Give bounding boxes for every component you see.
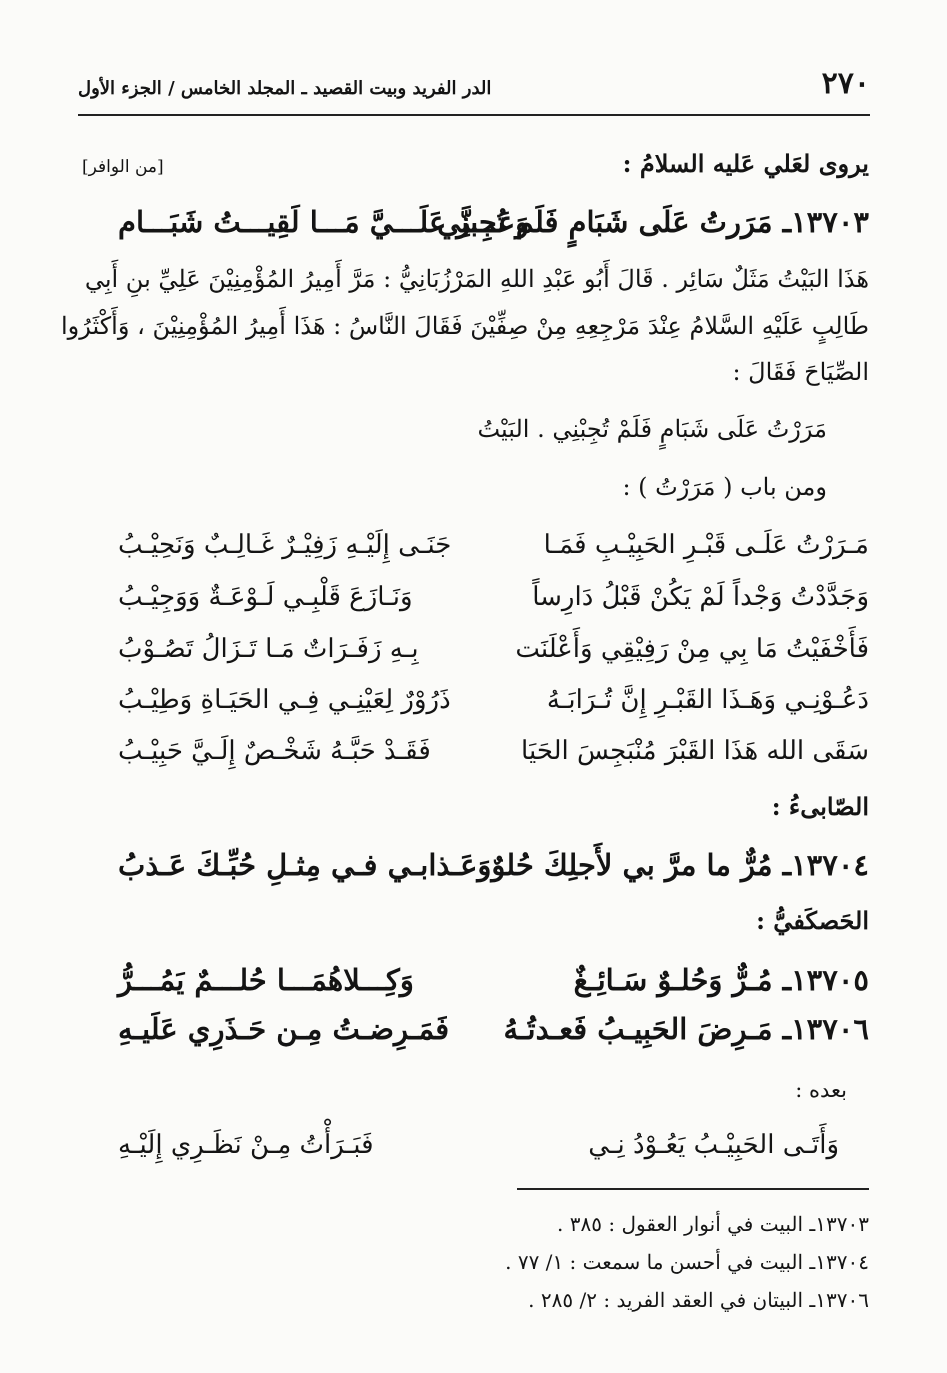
verse-hemistich-first: ١٣٧٠٣ـ مَرَرتُ عَلَى شَبَامٍ فَلَم تُجِبنِي bbox=[437, 205, 869, 239]
verse-hemistich-first: ١٣٧٠٤ـ مُرٌّ ما مرَّ بي لأَجلِكَ حُلوٌ bbox=[491, 848, 869, 882]
verse-13704 bbox=[78, 848, 869, 892]
verse-hemistich-first: مَـرَرْتُ عَلَـى قَبْـرِ الحَبِيْـبِ فَمَـا bbox=[543, 530, 869, 560]
verse-row bbox=[78, 736, 869, 780]
poet-sabi: الصّابىءُ : bbox=[771, 792, 869, 821]
verse-hemistich-first: وَجَدَّدْتُ وَجْداً لَمْ يَكُنْ قَبْلُ دَارِساً bbox=[532, 582, 869, 612]
quote-line: مَرَرْتُ عَلَى شَبَامٍ فَلَمْ تُجِبْنِي . البَيْتُ bbox=[477, 415, 827, 443]
footnote: ١٣٧٠٤ـ البيت في أحسن ما سمعت : ١/ ٧٧ . bbox=[505, 1250, 869, 1274]
verse-hemistich-second: وَعَـذابـي فـي مِثـلِ حُبِّـكَ عَـذبُ bbox=[118, 848, 492, 882]
prose-line-3: الصِّيَاحَ فَقَالَ : bbox=[732, 358, 869, 386]
verse-13705 bbox=[78, 963, 869, 1007]
verse-row bbox=[78, 634, 869, 678]
verse-hemistich-second: وَكِـــلاهُمَـــا حُلـــمٌ يَمُـــرُّ bbox=[118, 963, 414, 997]
footnote: ١٣٧٠٣ـ البيت في أنوار العقول : ٣٨٥ . bbox=[557, 1212, 869, 1236]
prose-line-1: هَذَا البَيْتُ مَثَلٌ سَائِر . قَالَ أَبُو عَبْدِ اللهِ المَرْزُبَانِيُّ : مَرَّ أَمِيرُ المُؤْمِنِيْنَ عَلِيِّ بنِ أَبِي bbox=[84, 265, 869, 293]
verse-hemistich-first: ١٣٧٠٦ـ مَـرِضَ الحَبِيـبُ فَعـدتُـهُ bbox=[503, 1012, 869, 1046]
verse-hemistich-second: فَقَـدْ حَبَّـهُ شَخْـصٌ إِلَـيَّ حَبِيْـبُ bbox=[118, 736, 431, 766]
page-number: ٢٧٠ bbox=[821, 66, 870, 101]
poet-haskafi: الحَصكَفيُّ : bbox=[756, 906, 869, 935]
verse-hemistich-second: فَمَـرِضـتُ مِـن حَـذَرِي عَلَيـهِ bbox=[118, 1012, 450, 1046]
verse-row bbox=[78, 685, 869, 729]
verse-hemistich-first: سَقَى الله هَذَا القَبْرَ مُنْبَجِسَ الحَيَا bbox=[521, 736, 869, 766]
running-title: الدر الفريد وبيت القصيد ـ المجلد الخامس / الجزء الأول bbox=[78, 78, 492, 99]
verse-hemistich-second: جَنَـى إِلَيْـهِ زَفِيْـرٌ غَـالِـبٌ وَنَحِيْـبُ bbox=[118, 530, 452, 560]
verse-row bbox=[78, 530, 869, 574]
verse-13703 bbox=[78, 205, 869, 249]
verse-row bbox=[78, 582, 869, 626]
intro-text: يروى لعَلي عَليه السلامُ : bbox=[622, 149, 869, 178]
verse-hemistich-first: ١٣٧٠٥ـ مُـرٌّ وَحُلـوٌ سَـائِـغٌ bbox=[573, 963, 869, 997]
verse-hemistich-first: دَعُـوْنِـي وَهَـذَا القَبْـرِ إِنَّ تُـرَابَـهُ bbox=[546, 685, 869, 715]
verse-hemistich-second: فَبَـرَأْتُ مِـنْ نَظَـرِي إِلَيْـهِ bbox=[118, 1130, 374, 1160]
verse-hemistich-second: وَنَـازَعَ قَلْبِـي لَـوْعَـةٌ وَوَجِيْـبُ bbox=[118, 582, 413, 612]
after-label: بعده : bbox=[795, 1078, 847, 1102]
page-header bbox=[78, 60, 870, 116]
verse-hemistich-second: وَعَـــزَّ عَلَـــيَّ مَـــا لَقِيـــتُ شَبَـــام bbox=[118, 205, 530, 239]
verse-13706 bbox=[78, 1012, 869, 1056]
verse-hemistich-first: وَأَتَـى الحَبِيْـبُ يَعُـوْدُ نِـي bbox=[588, 1130, 839, 1160]
footnote: ١٣٧٠٦ـ البيتان في العقد الفريد : ٢/ ٢٨٥ . bbox=[528, 1288, 869, 1312]
verse-hemistich-second: بِـهِ زَفَـرَاتٌ مَـا تَـزَالُ تَصُـوْبُ bbox=[118, 634, 419, 664]
prose-line-2: طَالِبٍ عَلَيْهِ السَّلامُ عِنْدَ مَرْجِعِهِ مِنْ صِفِّيْنَ فَقَالَ النَّاسُ : هَذَا أَمِيرُ المُؤْمِنِيْنَ ، وَأَكْثَرُوا bbox=[61, 312, 869, 340]
chapter-line: ومن باب ( مَرَرْتُ ) : bbox=[622, 473, 827, 501]
verse-after bbox=[78, 1130, 869, 1174]
intro-line bbox=[78, 150, 869, 179]
meter-label: [من الوافر] bbox=[82, 157, 164, 177]
footnote-rule bbox=[517, 1188, 869, 1190]
verse-hemistich-second: ذَرُوْرٌ لِعَيْنِـي فِـي الحَيَـاةِ وَطِيْـبُ bbox=[118, 685, 451, 715]
verse-hemistich-first: فَأَخْفَيْتُ مَا بِي مِنْ رَفِيْقِي وَأَعْلَنَت bbox=[515, 634, 869, 664]
